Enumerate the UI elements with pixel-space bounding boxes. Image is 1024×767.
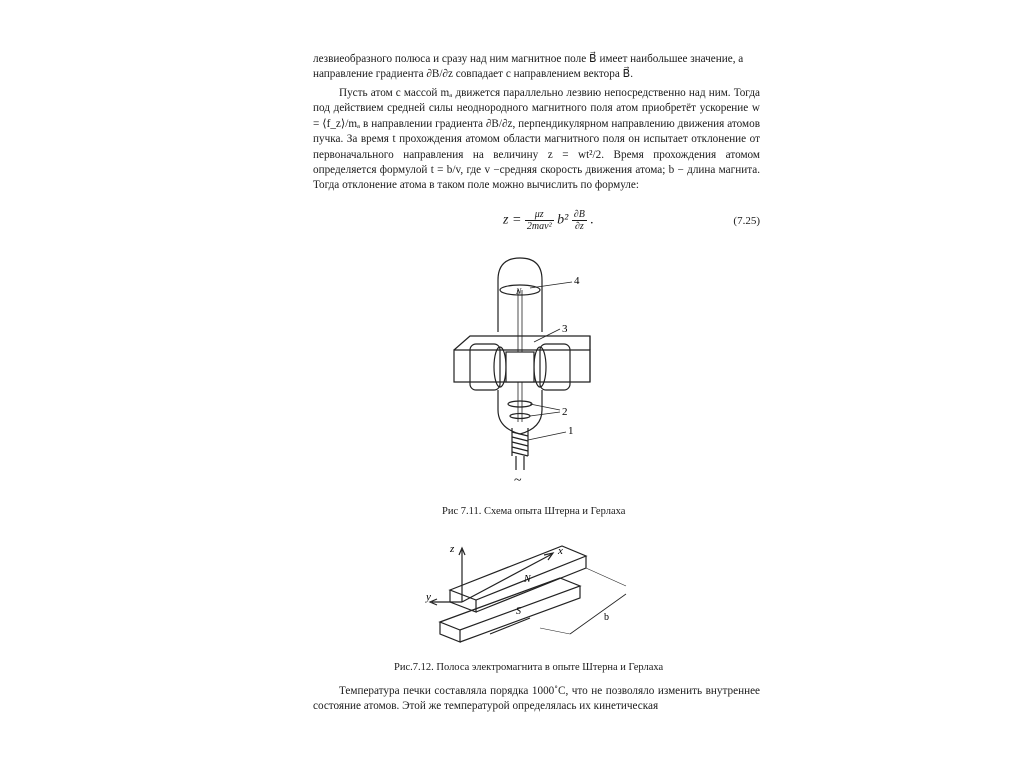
paragraph-2 [313, 86, 760, 194]
paragraph-2-text: Пусть атом с массой mₐ движется параллельно лезвию непосредственно над ним. Тогда под действием средней силы неоднородного магнитного поля атом приобретёт ускорение w = ⟨f_z⟩/mₐ в направлении градиента ∂B/∂z, перпендикулярном направлению движения атомов пучка. За время t прохождения атомом области магнитного поля он испытает отклонение от первоначального направления на величину z = wt²/2. Время прохождения атомом определяется формулой t = b/v, где v −средняя скорость движения атома; b − длина магнита. Тогда отклонение атома в таком поле можно вычислить по формуле: [313, 87, 760, 192]
paragraph-3-text: Температура печки составляла порядка 1000˚С, что не позволяло изменить внутреннее состояние атомов. Этой же температурой определялась их кинетическая [313, 685, 760, 713]
formula-expression [503, 209, 594, 232]
formula-fraction-top: μz [525, 209, 554, 221]
equation-number: (7.25) [733, 215, 760, 227]
formula-fraction [525, 209, 554, 232]
label-2: 2 [562, 406, 568, 418]
formula-lhs: z = [503, 212, 522, 228]
formula-middle: b² [557, 212, 569, 228]
magnet-pole-left [470, 344, 500, 390]
figure-7-11-caption: Рис 7.11. Схема опыта Штерна и Герлаха [442, 506, 626, 517]
formula-derivative-top: ∂B [573, 209, 585, 220]
collimator-slit-lower [510, 414, 530, 419]
axis-x-label: x [558, 545, 563, 557]
paragraph-1 [313, 52, 760, 83]
formula-derivative [572, 209, 587, 232]
paragraph-1-line-2: направление градиента ∂B/∂z совпадает с направлением вектора B⃗. [313, 68, 634, 81]
dimension-b-label: b [604, 612, 609, 623]
collimator-slit-upper [508, 401, 532, 407]
figure-7-11-apparatus [440, 252, 600, 492]
axis-x [462, 554, 552, 602]
magnet-pole-right [540, 344, 570, 390]
paragraph-3 [313, 684, 760, 715]
pole-south-label: S [516, 606, 521, 617]
label-3: 3 [562, 323, 568, 335]
formula-tail: . [590, 212, 594, 228]
figure-7-12-magnet-poles [420, 538, 640, 648]
axis-y-label: y [426, 591, 431, 603]
formula-derivative-bottom: ∂z [574, 221, 584, 232]
axis-z-label: z [450, 543, 455, 555]
dimension-b [570, 594, 626, 634]
formula-fraction-bottom: 2mav² [526, 221, 552, 232]
pole-north-label: N [524, 574, 531, 585]
plate-label: N [516, 287, 522, 296]
formula-7-25 [313, 205, 760, 239]
figure-7-12-caption: Рис.7.12. Полоса электромагнита в опыте Штерна и Герлаха [394, 662, 664, 673]
paragraph-1-line-1: лезвиеобразного полюса и сразу над ним магнитное поле B⃗ имеет наибольшее значение, а [313, 53, 744, 65]
label-tilde: ~ [514, 473, 522, 488]
label-1: 1 [568, 425, 574, 437]
label-4: 4 [574, 275, 580, 287]
